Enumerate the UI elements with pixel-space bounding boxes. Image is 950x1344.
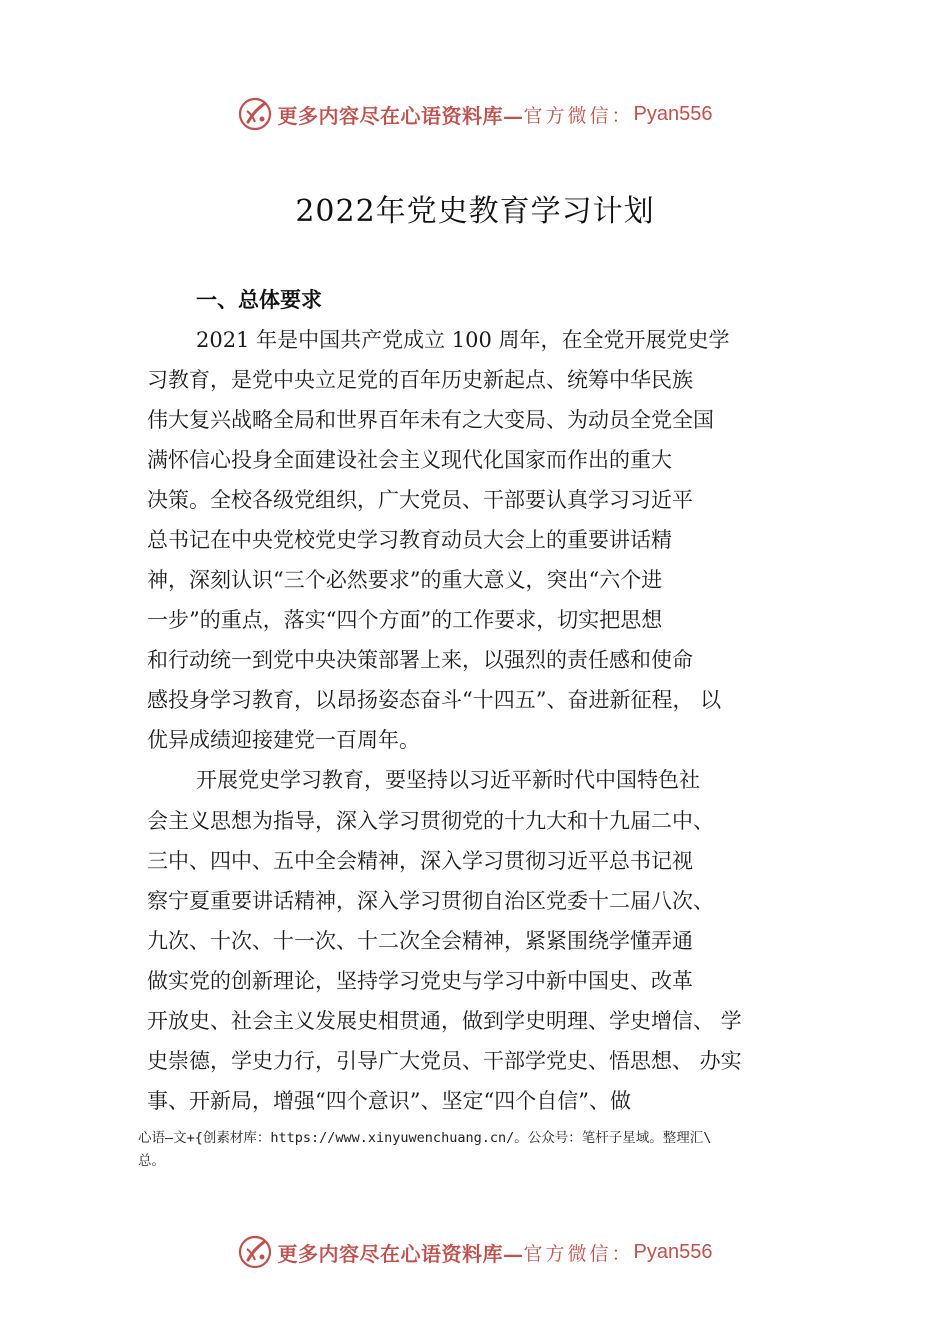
calligraphy-brush-logo-icon (238, 1235, 272, 1269)
body-line: 习教育，是党中央立足党的百年历史新起点、统筹中华民族 (147, 368, 693, 392)
body-line: 一步”的重点，落实“四个方面”的工作要求，切实把思想 (147, 608, 663, 632)
document-title: 2022年党史教育学习计划 (295, 194, 655, 229)
body-line: 九次、十次、十一次、十二次全会精神，紧紧围绕学懂弄通 (147, 929, 693, 953)
banner-text: 更多内容尽在心语资料库— (277, 1241, 524, 1266)
banner-wechat-id: Pyan556 (633, 102, 713, 125)
body-line: 会主义思想为指导，深入学习贯彻党的十九大和十九届二中、 (147, 809, 714, 833)
body-line: 感投身学习教育，以昂扬姿态奋斗“十四五”、奋进新征程， 以 (147, 688, 722, 712)
section-heading: 一、总体要求 (196, 288, 322, 312)
header-banner (0, 94, 950, 134)
body-line: 做实党的创新理论，坚持学习党史与学习中新中国史、改革 (147, 969, 693, 993)
body-line: 满怀信心投身全面建设社会主义现代化国家而作出的重大 (147, 448, 672, 472)
body-line: 2021 年是中国共产党成立 100 周年，在全党开展党史学 (196, 328, 730, 352)
body-line: 优异成绩迎接建党一百周年。 (147, 728, 420, 752)
banner-wechat-id: Pyan556 (633, 1240, 713, 1263)
banner-wechat-label: 官方微信： (523, 1242, 634, 1265)
body-line: 开放史、社会主义发展史相贯通，做到学史明理、学史增信、 学 (147, 1009, 742, 1033)
footnote-line: 心语—文+{创素材库：https://www.xinyuwenchuang.cn/。公众号：笔杆子星域。整理汇\ (138, 1130, 712, 1146)
body-line: 三中、四中、五中全会精神，深入学习贯彻习近平总书记视 (147, 849, 693, 873)
body-line: 事、开新局，增强“四个意识”、坚定“四个自信”、做 (147, 1089, 631, 1113)
body-line: 开展党史学习教育，要坚持以习近平新时代中国特色社 (196, 768, 700, 792)
body-line: 神，深刻认识“三个必然要求”的重大意义，突出“六个进 (147, 568, 663, 592)
footnote-line: 总。 (138, 1153, 165, 1169)
body-line: 察宁夏重要讲话精神，深入学习贯彻自治区党委十二届八次、 (147, 889, 714, 913)
body-line: 决策。全校各级党组织，广大党员、干部要认真学习习近平 (147, 488, 693, 512)
footer-banner (0, 1232, 950, 1272)
body-line: 伟大复兴战略全局和世界百年未有之大变局、为动员全党全国 (147, 408, 714, 432)
body-line: 总书记在中央党校党史学习教育动员大会上的重要讲话精 (147, 528, 672, 552)
banner-text: 更多内容尽在心语资料库— (277, 103, 524, 128)
calligraphy-brush-logo-icon (238, 97, 272, 131)
body-line: 和行动统一到党中央决策部署上来，以强烈的责任感和使命 (147, 648, 693, 672)
banner-wechat-label: 官方微信： (523, 104, 634, 127)
body-line: 史崇德，学史力行，引导广大党员、干部学党史、悟思想、 办实 (147, 1049, 742, 1073)
